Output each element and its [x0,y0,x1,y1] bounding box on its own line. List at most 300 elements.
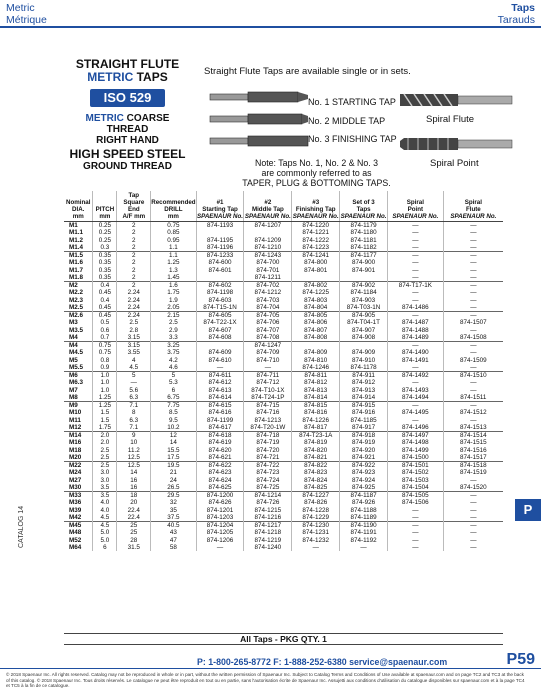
table-cell: — [244,364,292,372]
table-cell: 0.45 [93,312,117,320]
table-cell: 8.5 [151,409,196,416]
table-cell: 874-1517 [443,454,503,462]
table-cell: 874-624 [196,477,244,484]
table-cell: 874-1182 [340,244,388,252]
table-cell: 874-1491 [387,357,443,364]
table-cell: 874-1240 [244,544,292,551]
table-cell: 3.55 [117,349,151,356]
table-row [64,499,503,506]
table-cell: 3.0 [93,477,117,484]
table-cell: 874-1219 [244,537,292,544]
size-cell: M4.5 [69,349,83,357]
size-cell: M1.2 [69,236,83,244]
table-row [64,537,503,544]
table-cell: 0.45 [93,304,117,312]
size-cell: M10 [69,409,82,417]
table-cell: 874-1184 [340,289,388,296]
table-cell: 2.5 [93,454,117,462]
table-cell: 8 [117,409,151,416]
table-cell: — [387,289,443,296]
table-cell: 2.9 [151,327,196,334]
table-cell: 19.5 [151,462,196,470]
column-header [244,191,292,222]
column-header-line: Finishing Tap [295,206,336,213]
size-cell: M16 [69,439,82,447]
table-cell: 5.6 [117,387,151,394]
header-rule [0,26,541,28]
table-cell: 874-1217 [244,522,292,530]
table-row [64,319,503,326]
table-cell: 874-1227 [292,492,340,500]
table-cell: 0.85 [151,229,196,236]
table-cell: 874-1493 [387,387,443,394]
tap-spec-table [64,191,503,551]
title-ground: GROUND THREAD [83,161,172,172]
table-cell: 0.4 [93,282,117,290]
table-row [64,417,503,424]
table-cell: 874-1210 [244,244,292,252]
table-cell: 874-1488 [387,327,443,334]
table-row [64,462,503,470]
column-header-line: SPAENAUR No. [450,213,497,220]
table-cell: 874-1195 [196,237,244,244]
tap-label-3: No. 3 FINISHING TAP [308,134,397,144]
size-cell: M2 [64,282,93,290]
table-cell: 58 [151,544,196,551]
table-cell: 1.25 [93,402,117,410]
table-cell [340,342,388,350]
table-cell: 4.5 [117,364,151,372]
size-cell: M1.5 [64,252,93,260]
table-cell: 5.3 [151,379,196,386]
table-cell: 874-710 [244,357,292,364]
table-row [64,522,503,530]
size-cell: M1.1 [69,229,83,237]
size-cell: M42 [69,513,82,521]
column-header-line: Starting Tap [202,206,238,213]
table-cell: 874-704 [244,304,292,312]
table-cell: 874-914 [340,394,388,402]
table-cell: 874-1518 [443,462,503,470]
table-cell: 874-1216 [244,514,292,522]
table-header-row [64,191,503,222]
table-cell: — [443,244,503,252]
column-header-line: SPAENAUR No. [244,213,291,220]
table-cell: 874-1177 [340,252,388,260]
table-cell: 2.24 [117,312,151,320]
table-cell: 0.35 [93,259,117,266]
section-header-left [6,2,47,26]
size-cell: M30 [69,483,82,491]
table-cell: 874-806 [292,319,340,326]
table-cell: 874-1504 [387,484,443,492]
copyright-text: © 2018 Spaenaur Inc. All rights reserved. Catalog may not be reproduced in whole or in part, without the written permission of Spaenaur Inc. Subject to Catalog Terms and Conditions of Use available at spaenaur.com and on page TC2 and TC3 at the back of this catalog. © 2018 Spaenaur Inc. Tous droits réservés. Le catalogue ne peut être reproduit en tout ou en partie, sans l'autorisation écrite de Spaenaur Inc. Assujetti aux conditions d'utilisation du catalogue disponibles sur spaenaur.com et à la page TC4 et TC5 à la fin de ce catalogue. [6,672,525,689]
table-cell: 874-817 [292,424,340,432]
table-row [64,387,503,394]
table-cell: 874-621 [196,454,244,462]
table-cell: 32 [151,499,196,506]
table-cell: 874-1179 [340,222,388,230]
table-row [64,327,503,334]
section-header-right [498,2,535,26]
table-cell: 874-617 [196,424,244,432]
table-cell: 10.2 [151,424,196,432]
table-cell: 0.95 [151,237,196,244]
column-header-line: Square End [123,199,145,213]
table-cell: 7.1 [117,424,151,432]
table-cell: 2 [117,282,151,290]
column-header [151,191,196,222]
table-cell: 874-905 [340,312,388,320]
table-cell: 2 [117,274,151,282]
size-cell: M1.7 [69,266,83,274]
table-cell: 1.5 [93,409,117,416]
table-cell: 874-1223 [292,244,340,252]
table-cell: 1.75 [93,424,117,432]
table-cell: 6 [151,387,196,394]
table-cell: 874-T24-1P [244,394,292,402]
size-cell: M4 [69,333,78,341]
table-cell: 874-610 [196,357,244,364]
table-cell [196,342,244,350]
table-cell: 874-1214 [244,492,292,500]
table-cell: 874-1508 [443,334,503,342]
table-cell: 26.5 [151,484,196,492]
table-row [64,312,503,320]
starting-tap-image [210,92,308,102]
table-row [64,507,503,514]
table-cell: — [117,379,151,386]
size-cell: M6 [64,372,93,380]
size-cell: M2.3 [69,296,83,304]
size-cell: M45 [64,522,93,530]
table-cell: 874-924 [340,477,388,484]
table-cell: 874-807 [292,327,340,334]
table-cell: 874-1180 [340,229,388,236]
table-cell: — [443,267,503,274]
column-header-line: Recommended [151,199,196,206]
table-cell: 9.5 [151,417,196,424]
title-material: HIGH SPEED STEEL [69,147,186,161]
size-cell: M5 [69,356,78,364]
table-cell: 874-1497 [387,432,443,440]
table-cell: 874-1516 [443,447,503,454]
table-cell: 874-1213 [244,417,292,424]
table-cell: 874-1487 [387,319,443,326]
table-cell: — [387,312,443,320]
table-cell: 4.2 [151,357,196,364]
table-cell: 874-1241 [292,252,340,260]
table-cell: 874-913 [340,387,388,394]
size-cell: M48 [69,529,82,537]
table-cell: 874-1225 [292,289,340,296]
column-header-line: SPAENAUR No. [340,213,387,220]
table-cell: — [387,379,443,386]
table-cell: 2 [117,267,151,274]
column-header-line: A/F mm [122,213,146,220]
table-cell: 16 [117,484,151,492]
table-cell: 874-1505 [387,492,443,500]
column-header [340,191,388,222]
table-cell: 874-600 [196,259,244,266]
table-cell: 0.35 [93,252,117,260]
size-cell: M1.6 [69,259,83,267]
package-qty-row: All Taps - PKG QTY. 1 [64,633,503,645]
table-cell: — [387,514,443,522]
table-cell: 1.6 [151,282,196,290]
table-cell: 874-1206 [196,537,244,544]
table-cell: 15.5 [151,447,196,454]
table-row [64,424,503,432]
table-cell: 2.24 [117,297,151,304]
table-cell: — [443,282,503,290]
table-row [64,357,503,364]
table-row [64,289,503,296]
table-cell: 43 [151,529,196,536]
table-cell: 874-708 [244,334,292,342]
size-cell: M18 [69,446,82,454]
table-cell: — [443,304,503,312]
table-cell: 874-1215 [244,507,292,514]
table-cell: 874-804 [292,304,340,312]
table-cell: 874-1191 [340,529,388,536]
table-row [64,334,503,342]
table-cell: 874-1246 [292,364,340,372]
table-cell: 874-705 [244,312,292,320]
table-cell: — [443,229,503,236]
table-cell: 2.5 [117,319,151,326]
title-line-1: STRAIGHT FLUTE [75,57,180,71]
table-cell [292,274,340,282]
title-thread [64,113,191,135]
table-cell: 874-719 [244,439,292,446]
table-cell: 874-802 [292,282,340,290]
table-cell: 874-926 [340,499,388,506]
section-tab-p[interactable]: P [515,499,541,521]
size-cell: M12 [69,423,82,431]
page-number: P59 [506,651,535,668]
table-cell: 874-900 [340,259,388,266]
table-cell: 874-1512 [443,409,503,416]
table-cell: 874-1196 [196,244,244,252]
column-header [64,191,93,222]
table-row [64,364,503,372]
table-row [64,274,503,282]
size-cell: M5.5 [69,363,83,371]
table-cell: — [387,274,443,282]
table-cell: 874-700 [244,259,292,266]
table-cell: 2.5 [151,319,196,326]
column-header-line: SPAENAUR No. [292,213,339,220]
column-header-line: Flute [465,206,481,213]
table-cell: 874-1520 [443,484,503,492]
table-cell: 874-615 [196,402,244,410]
table-cell: — [443,289,503,296]
table-cell: 874-918 [340,432,388,440]
table-cell: 1.45 [151,274,196,282]
table-cell: 874-622 [196,462,244,470]
table-cell: 874-1489 [387,334,443,342]
table-cell: 874-626 [196,499,244,506]
table-cell: — [340,544,388,551]
table-cell: 20 [117,499,151,506]
table-cell: 3.5 [93,492,117,500]
table-cell: 874-1519 [443,469,503,476]
table-cell: 1.25 [151,259,196,266]
table-cell: 1.75 [151,289,196,296]
table-cell: 874-1502 [387,469,443,476]
size-cell: M36 [69,499,82,507]
table-cell: 874-1503 [387,477,443,484]
table-cell: 874-805 [292,312,340,320]
table-cell: — [443,349,503,356]
table-cell: 874-812 [292,379,340,386]
table-cell: 874-605 [196,312,244,320]
note-line-1: Note: Taps No. 1, No. 2 & No. 3 [254,158,379,168]
table-cell: 874-908 [340,334,388,342]
table-row [64,469,503,476]
column-header-line: SPAENAUR No. [197,213,243,220]
table-cell: 874-1209 [244,237,292,244]
table-cell: 874-1218 [244,529,292,536]
table-cell: 874-1496 [387,424,443,432]
column-header-line: PITCH [95,206,115,213]
table-cell: 4.6 [151,364,196,372]
table-cell: 21 [151,469,196,476]
size-cell: M6.3 [69,379,83,387]
table-row [64,252,503,260]
table-cell: — [443,297,503,304]
table-cell: 874-1212 [244,289,292,296]
table-cell: 874-814 [292,394,340,402]
table-cell: 874-1243 [244,252,292,260]
table-cell: 874-902 [340,282,388,290]
table-cell: 874-1231 [292,529,340,536]
table-row [64,349,503,356]
table-cell: — [387,522,443,530]
table-cell: 17.5 [151,454,196,462]
table-cell: — [443,492,503,500]
table-cell: 35 [151,507,196,514]
table-cell: 874-1198 [196,289,244,296]
table-cell: 874-922 [340,462,388,470]
table-cell: 874-923 [340,469,388,476]
table-cell: 2.0 [93,439,117,446]
column-header-line: Middle Tap [251,206,284,213]
size-cell: M33 [64,492,93,500]
table-cell: — [387,544,443,551]
spiral-flute-image [398,88,514,112]
table-cell: 874-1498 [387,439,443,446]
table-cell: 874-1211 [244,274,292,282]
table-cell: 874-601 [196,267,244,274]
table-cell: 874-912 [340,379,388,386]
table-cell: — [443,507,503,514]
table-cell: 874-819 [292,439,340,446]
table-cell: — [387,222,443,230]
table-row [64,267,503,274]
contact-line: P: 1-800-265-8772 F: 1-888-252-6380 service@spaenaur.com [197,657,448,667]
table-cell: 3.75 [151,349,196,356]
table-cell: 874-1495 [387,409,443,416]
table-cell: 0.8 [93,357,117,364]
table-cell [244,229,292,236]
table-cell: 874-816 [292,409,340,416]
footer-rule [0,668,541,669]
size-cell: M52 [69,536,82,544]
table-cell: 874-602 [196,282,244,290]
table-cell: 6.75 [151,394,196,402]
table-cell: 874-907 [340,327,388,334]
table-cell: — [443,222,503,230]
table-cell: 874-1229 [292,514,340,522]
column-header [443,191,503,222]
table-cell: — [443,342,503,350]
size-cell: M64 [69,543,82,551]
size-cell: M1 [64,222,93,230]
table-cell: 874-718 [244,432,292,440]
table-cell: 874-826 [292,499,340,506]
thread-metric: METRIC [85,113,124,124]
table-cell: 874-1233 [196,252,244,260]
table-cell: 874-T23-1A [292,432,340,440]
note-line-2: are commonly referred to as [261,168,372,178]
table-cell: 874-619 [196,439,244,446]
spiral-point-image [398,132,514,156]
table-cell: 874-1192 [340,537,388,544]
table-cell: — [443,237,503,244]
size-cell: M8 [69,393,78,401]
table-cell: — [443,402,503,410]
table-cell: 7.1 [117,402,151,410]
table-row [64,492,503,500]
table-cell: 874-1513 [443,424,503,432]
table-cell: 874-722 [244,462,292,470]
table-cell: 874-1510 [443,372,503,380]
table-cell: 2 [117,259,151,266]
table-cell: 16 [117,477,151,484]
table-cell: 874-1185 [340,417,388,424]
table-cell: — [387,244,443,252]
column-header-line: DIA. [72,206,85,213]
table-cell: 28 [117,537,151,544]
table-cell: 874-1228 [292,507,340,514]
tap-label-2: No. 2 MIDDLE TAP [308,116,386,126]
table-cell: 874-618 [196,432,244,440]
table-cell: 1.1 [151,244,196,252]
table-row [64,544,503,551]
table-cell: 874-1178 [340,364,388,372]
table-cell: — [387,252,443,260]
table-cell: 874-903 [340,297,388,304]
table-cell: 874-715 [244,402,292,410]
table-cell: 874-1247 [244,342,292,350]
table-row [64,304,503,312]
table-cell: 31.5 [117,544,151,551]
table-cell: 3.3 [151,334,196,342]
table-cell: 4.0 [93,499,117,506]
table-cell: — [443,274,503,282]
table-cell: 874-1200 [196,492,244,500]
table-cell: 0.4 [93,297,117,304]
table-cell: 2.8 [117,327,151,334]
table-cell: 874-1230 [292,522,340,530]
table-row [64,454,503,462]
table-cell: — [443,312,503,320]
table-cell: — [443,327,503,334]
table-cell: — [196,364,244,372]
table-cell: 874-915 [340,402,388,410]
